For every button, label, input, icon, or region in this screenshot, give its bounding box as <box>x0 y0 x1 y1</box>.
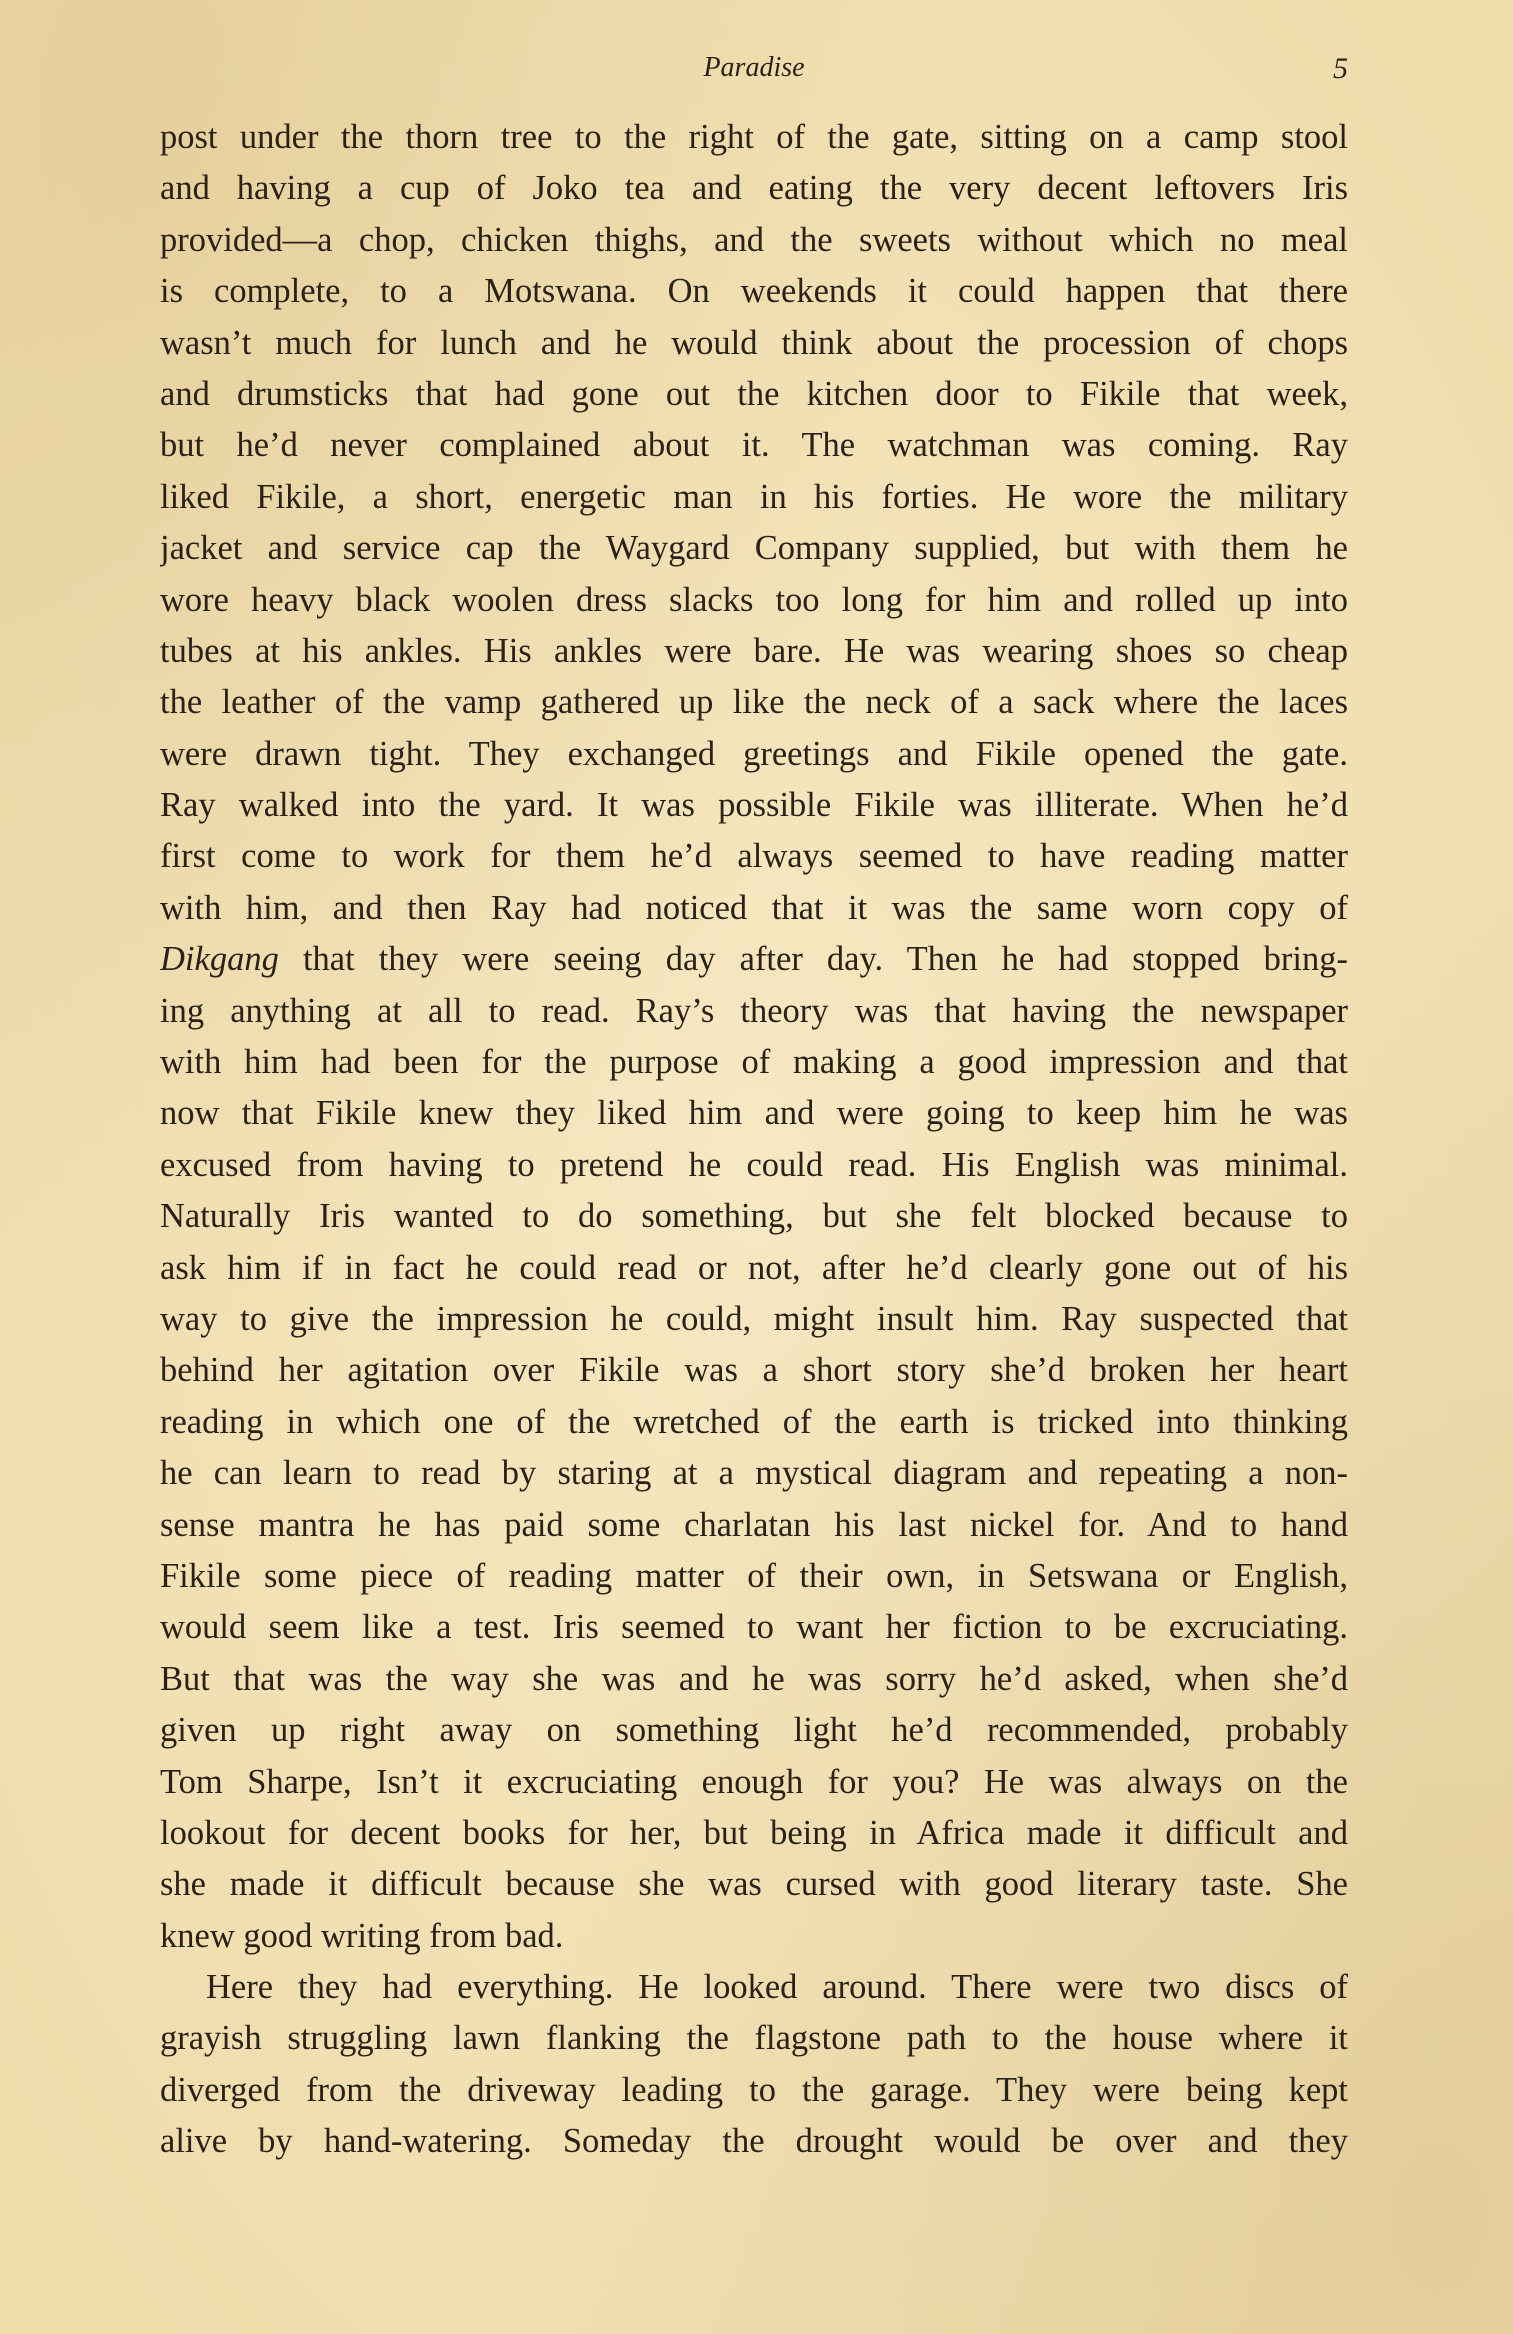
text-line: jacket and service cap the Waygard Company supplied, but with them he <box>160 529 1348 568</box>
text-line: diverged from the driveway leading to the garage. They were being kept <box>160 2070 1348 2109</box>
text-line-rest: that they were seeing day after day. Then he had stopped bring- <box>278 940 1348 979</box>
text-line: post under the thorn tree to the right of the gate, sitting on a camp stool <box>160 118 1348 156</box>
text-line: with him had been for the purpose of making a good impression and that <box>160 1043 1348 1082</box>
text-line: and drumsticks that had gone out the kitchen door to Fikile that week, <box>160 374 1348 413</box>
text-line: were drawn tight. They exchanged greetings and Fikile opened the gate. <box>160 734 1348 773</box>
text-line: ask him if in fact he could read or not, after he’d clearly gone out of his <box>160 1248 1348 1287</box>
text-line: grayish struggling lawn flanking the flagstone path to the house where it <box>160 2019 1348 2058</box>
text-line: way to give the impression he could, might insult him. Ray suspected that <box>160 1299 1348 1338</box>
text-line: wore heavy black woolen dress slacks too long for him and rolled up into <box>160 580 1348 619</box>
text-line: knew good writing from bad. <box>160 1916 564 1955</box>
text-line: Fikile some piece of reading matter of their own, in Setswana or English, <box>160 1556 1348 1595</box>
text-line <box>160 934 1348 985</box>
text-line: now that Fikile knew they liked him and were going to keep him he was <box>160 1094 1348 1133</box>
running-header <box>160 52 1348 92</box>
text-line: liked Fikile, a short, energetic man in his forties. He wore the military <box>160 477 1348 516</box>
text-line: Ray walked into the yard. It was possible Fikile was illiterate. When he’d <box>160 786 1348 825</box>
text-line: but he’d never complained about it. The watchman was coming. Ray <box>160 426 1348 465</box>
text-line: the leather of the vamp gathered up like the neck of a sack where the laces <box>160 683 1348 722</box>
page-number: 5 <box>1333 52 1348 85</box>
text-line: she made it difficult because she was cursed with good literary taste. She <box>160 1865 1348 1904</box>
text-line: provided—a chop, chicken thighs, and the sweets without which no meal <box>160 220 1348 259</box>
text-line: tubes at his ankles. His ankles were bare. He was wearing shoes so cheap <box>160 631 1348 670</box>
running-title: Paradise <box>703 52 805 83</box>
text-line: with him, and then Ray had noticed that it was the same worn copy of <box>160 888 1348 927</box>
text-line: excused from having to pretend he could read. His English was minimal. <box>160 1145 1348 1184</box>
text-line: Tom Sharpe, Isn’t it excruciating enough for you? He was always on the <box>160 1762 1348 1801</box>
text-line: wasn’t much for lunch and he would think about the procession of chops <box>160 323 1348 362</box>
body-text <box>160 112 1348 2168</box>
text-line: given up right away on something light he’d recommended, probably <box>160 1711 1348 1750</box>
newspaper-title: Dikgang <box>160 940 279 979</box>
text-line: Naturally Iris wanted to do something, but she felt blocked because to <box>160 1197 1348 1236</box>
text-line: he can learn to read by staring at a mystical diagram and repeating a non- <box>160 1454 1348 1493</box>
text-line: first come to work for them he’d always seemed to have reading matter <box>160 837 1348 876</box>
text-line: sense mantra he has paid some charlatan his last nickel for. And to hand <box>160 1505 1348 1544</box>
text-line: and having a cup of Joko tea and eating the very decent leftovers Iris <box>160 169 1348 208</box>
text-line: is complete, to a Motswana. On weekends it could happen that there <box>160 272 1348 311</box>
text-line: ing anything at all to read. Ray’s theory was that having the newspaper <box>160 991 1348 1030</box>
text-line: alive by hand-watering. Someday the drought would be over and they <box>160 2122 1348 2161</box>
text-line: behind her agitation over Fikile was a short story she’d broken her heart <box>160 1351 1348 1390</box>
text-line: But that was the way she was and he was sorry he’d asked, when she’d <box>160 1659 1348 1698</box>
text-line: reading in which one of the wretched of the earth is tricked into thinking <box>160 1402 1348 1441</box>
text-line: would seem like a test. Iris seemed to want her fiction to be excruciating. <box>160 1608 1348 1647</box>
text-line: lookout for decent books for her, but being in Africa made it difficult and <box>160 1813 1348 1852</box>
text-line: Here they had everything. He looked around. There were two discs of <box>206 1968 1348 2007</box>
